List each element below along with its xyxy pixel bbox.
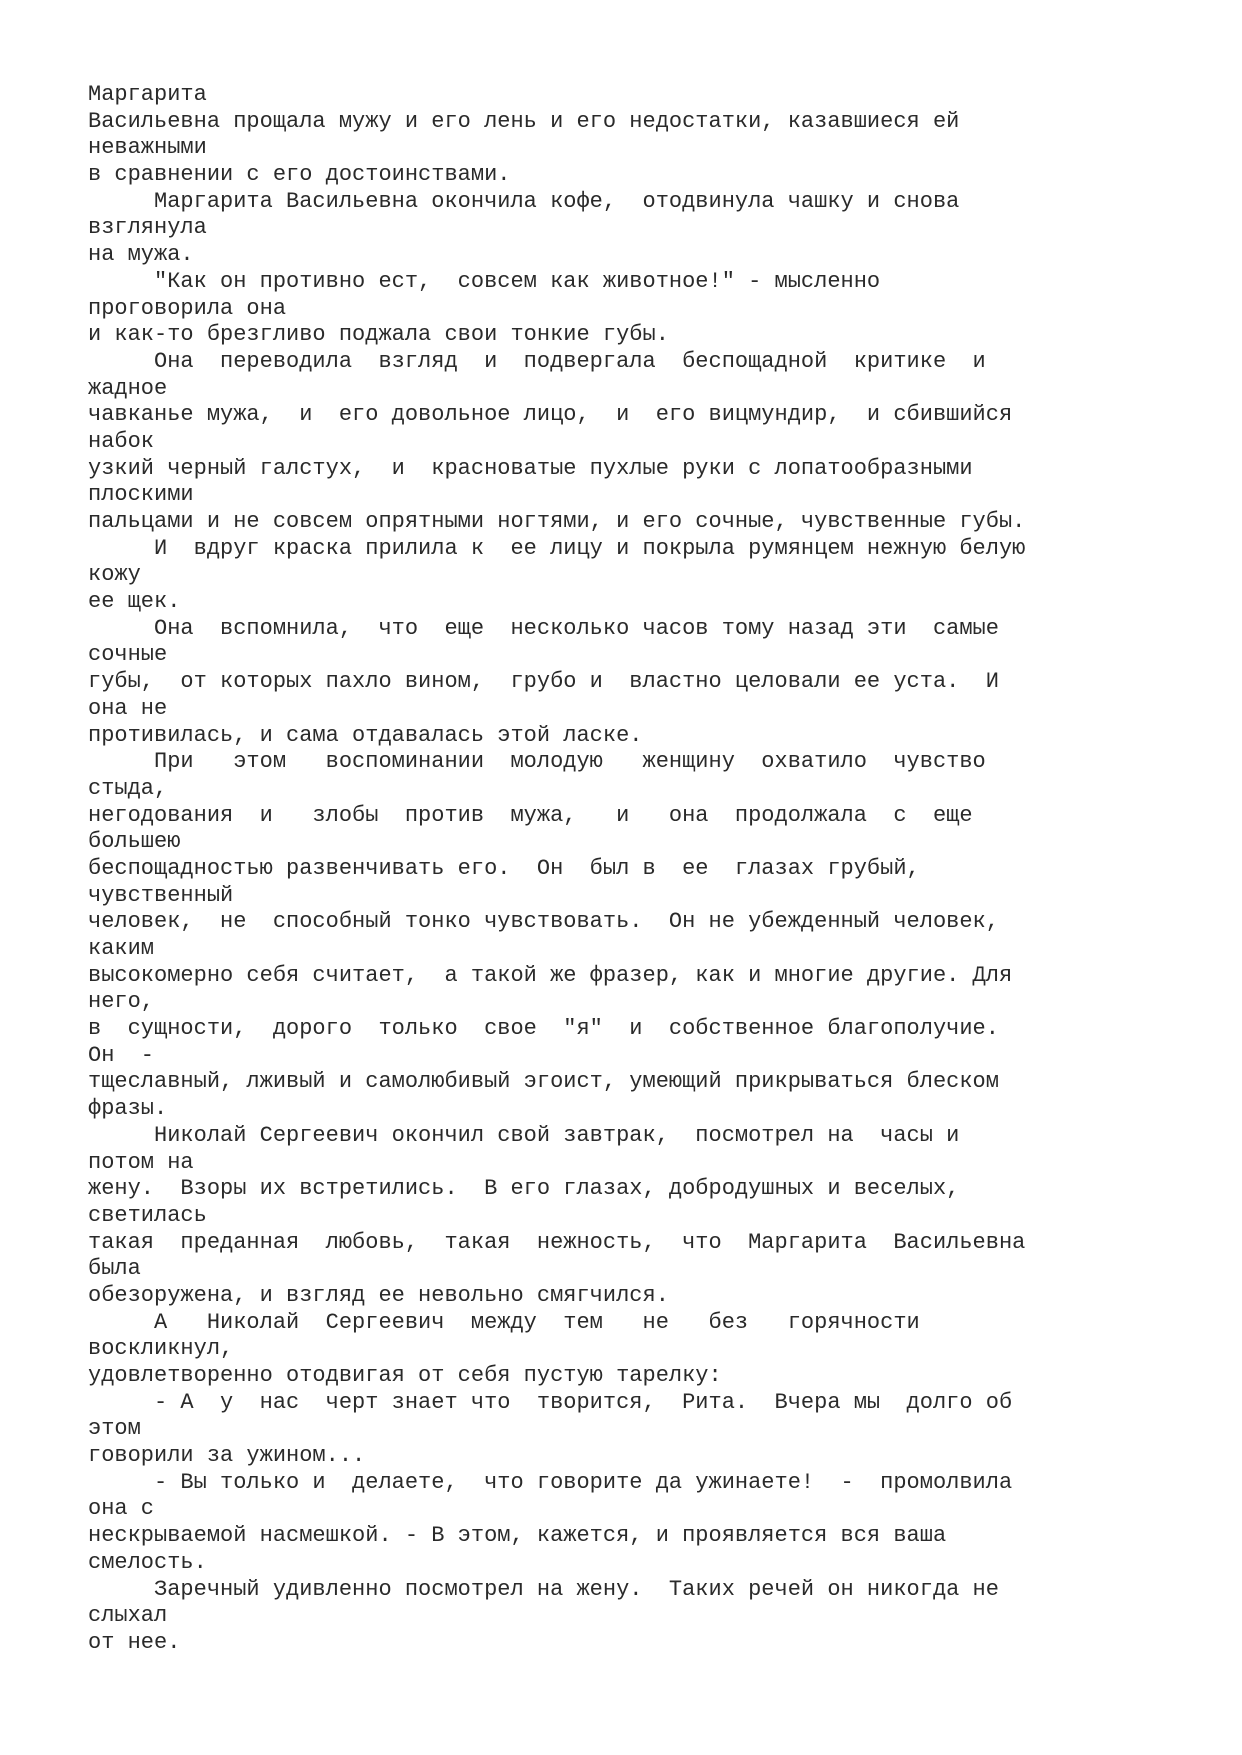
text-line: Николай Сергеевич окончил свой завтрак, посмотрел на часы и: [88, 1122, 960, 1148]
text-line: от нее.: [88, 1629, 181, 1655]
text-line: нескрываемой насмешкой. - В этом, кажется, и проявляется вся ваша: [88, 1523, 947, 1549]
text-line: - Вы только и делаете, что говорите да ужинаете! - промолвила: [88, 1469, 1013, 1495]
text-line: Она переводила взгляд и подвергала беспощадной критике и: [88, 348, 986, 374]
text-line: губы, от которых пахло вином, грубо и властно целовали ее уста. И: [88, 669, 999, 695]
text-line: и как-то брезгливо поджала свои тонкие губы.: [88, 322, 669, 348]
text-line: ее щек.: [88, 589, 181, 615]
text-line: светилась: [88, 1202, 207, 1228]
document-text: [88, 82, 1208, 1657]
text-line: беспощадностью развенчивать его. Он был в ее глазах грубый,: [88, 855, 920, 881]
text-line: кожу: [88, 562, 141, 588]
text-line: сочные: [88, 642, 168, 668]
text-line: каким: [88, 936, 155, 961]
text-line: противилась, и сама отдавалась этой ласке.: [88, 722, 643, 748]
text-line: Маргарита Васильевна окончила кофе, отодвинула чашку и снова: [88, 188, 960, 214]
text-line: удовлетворенно отодвигая от себя пустую тарелку:: [88, 1363, 722, 1388]
text-line: этом: [88, 1416, 141, 1442]
text-line: Заречный удивленно посмотрел на жену. Таких речей он никогда не: [88, 1576, 999, 1602]
text-line: "Как он противно ест, совсем как животное!" - мысленно: [88, 268, 881, 294]
text-line: обезоружена, и взгляд ее невольно смягчился.: [88, 1282, 669, 1308]
text-line: А Николай Сергеевич между тем не без горячности: [88, 1309, 920, 1335]
text-line: стыда,: [88, 775, 168, 801]
text-line: неважными: [88, 135, 207, 161]
text-line: плоскими: [88, 482, 194, 508]
text-line: негодования и злобы против мужа, и она продолжала с еще: [88, 802, 973, 828]
text-line: взглянула: [88, 215, 207, 241]
text-line: такая преданная любовь, такая нежность, что Маргарита Васильевна: [88, 1229, 1026, 1255]
text-line: говорили за ужином...: [88, 1443, 366, 1469]
text-line: чувственный: [88, 882, 234, 908]
text-line: она с: [88, 1496, 155, 1522]
text-line: потом на: [88, 1149, 194, 1175]
text-line: проговорила она: [88, 295, 287, 321]
text-line: смелость.: [88, 1549, 207, 1575]
text-line: чавканье мужа, и его довольное лицо, и его вицмундир, и сбившийся: [88, 402, 1013, 428]
text-line: была: [88, 1256, 141, 1282]
text-line: фразы.: [88, 1096, 168, 1122]
text-line: И вдруг краска прилила к ее лицу и покрыла румянцем нежную белую: [88, 535, 1026, 561]
text-line: в сущности, дорого только свое "я" и собственное благополучие.: [88, 1016, 999, 1042]
text-line: узкий черный галстух, и красноватые пухлые руки с лопатообразными: [88, 455, 973, 481]
text-line: Маргарита: [88, 82, 207, 107]
text-line: человек, не способный тонко чувствовать. Он не убежденный человек,: [88, 909, 999, 935]
text-line: Васильевна прощала мужу и его лень и его недостатки, казавшиеся ей: [88, 108, 960, 134]
text-line: на мужа.: [88, 242, 194, 268]
text-line: него,: [88, 989, 155, 1015]
text-line: Он -: [88, 1042, 155, 1068]
text-line: При этом воспоминании молодую женщину охватило чувство: [88, 749, 986, 775]
text-line: пальцами и не совсем опрятными ногтями, и его сочные, чувственные губы.: [88, 509, 1026, 534]
text-line: жену. Взоры их встретились. В его глазах, добродушных и веселых,: [88, 1176, 960, 1202]
text-line: жадное: [88, 375, 168, 401]
text-line: высокомерно себя считает, а такой же фразер, как и многие другие. Для: [88, 962, 1013, 988]
text-line: она не: [88, 695, 168, 721]
text-line: набок: [88, 428, 155, 454]
text-line: большею: [88, 829, 181, 855]
text-line: в сравнении с его достоинствами.: [88, 162, 511, 188]
text-line: тщеславный, лживый и самолюбивый эгоист, умеющий прикрываться блеском: [88, 1069, 999, 1095]
text-line: слыхал: [88, 1603, 168, 1629]
text-line: воскликнул,: [88, 1336, 234, 1362]
text-line: - А у нас черт знает что творится, Рита. Вчера мы долго об: [88, 1389, 1013, 1415]
text-line: Она вспомнила, что еще несколько часов тому назад эти самые: [88, 615, 999, 641]
